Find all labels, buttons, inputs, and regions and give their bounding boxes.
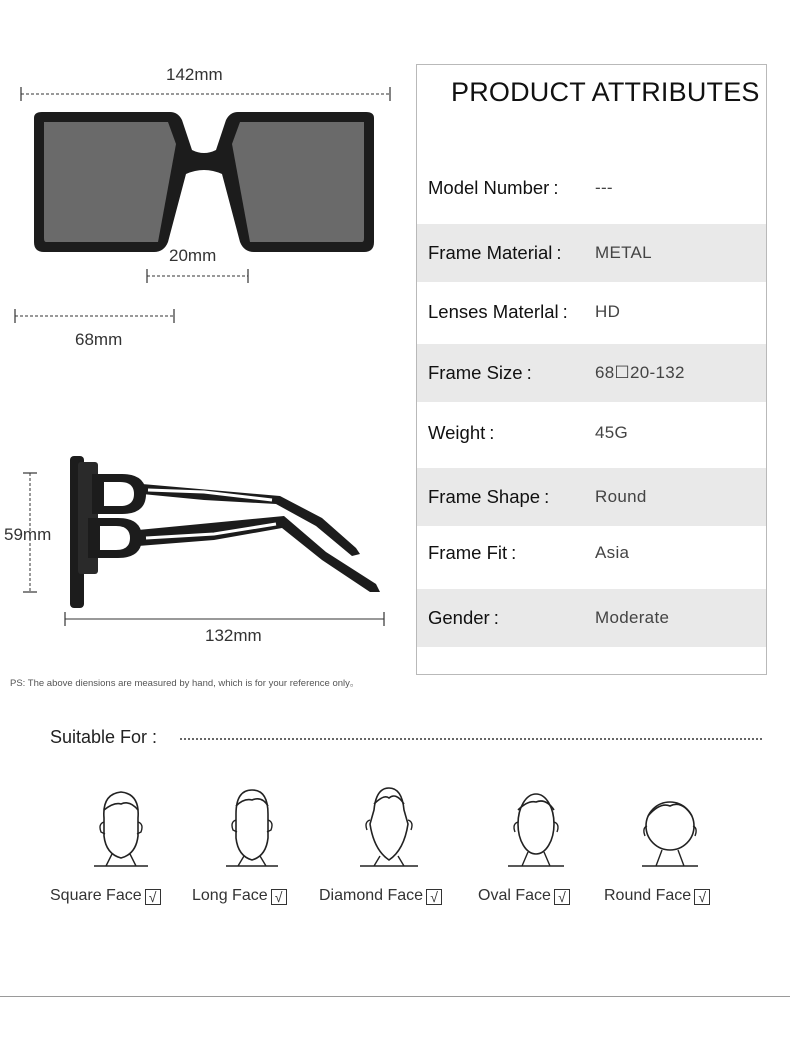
- attribute-key: Frame Shape: [428, 486, 541, 507]
- oval-face-icon: [504, 786, 568, 868]
- dimension-temple-length-line: [62, 611, 388, 627]
- attribute-row-model-number: [417, 159, 766, 217]
- checkbox-icon: √: [694, 889, 710, 905]
- attribute-key: Frame Material: [428, 242, 553, 263]
- attribute-key: Gender: [428, 607, 490, 628]
- attribute-row-frame-shape: [417, 468, 766, 526]
- attribute-row-frame-size: [417, 344, 766, 402]
- product-attributes-panel: [416, 64, 767, 675]
- attribute-row-weight: [417, 404, 766, 462]
- face-label-text: Long Face: [192, 887, 268, 904]
- face-label-long: [192, 887, 287, 905]
- attribute-value: 68☐20-132: [595, 363, 685, 382]
- attribute-sep: :: [556, 242, 562, 263]
- attribute-row-frame-fit: [417, 524, 766, 582]
- attribute-value: METAL: [595, 243, 652, 262]
- dimension-bridge-label: 20mm: [169, 246, 217, 265]
- dotted-divider: [180, 738, 762, 740]
- checkbox-icon: √: [271, 889, 287, 905]
- dimension-lens-height-label: 59mm: [4, 525, 52, 544]
- dimension-temple-length-label: 132mm: [205, 626, 262, 645]
- dimension-total-width-line: [18, 86, 394, 102]
- attributes-title: PRODUCT ATTRIBUTES: [451, 77, 760, 107]
- attribute-key: Lenses Materlal: [428, 301, 559, 322]
- face-label-round: [604, 887, 710, 905]
- attribute-row-lenses-material: [417, 283, 766, 341]
- face-label-diamond: [319, 887, 442, 905]
- diamond-face-icon: [356, 784, 422, 868]
- bottom-divider: [0, 996, 790, 997]
- attribute-value: Moderate: [595, 608, 670, 627]
- dimension-lens-width-line: [12, 308, 178, 324]
- attribute-row-frame-material: [417, 224, 766, 282]
- attribute-key: Frame Size: [428, 362, 523, 383]
- attribute-sep: :: [493, 607, 499, 628]
- attribute-value: HD: [595, 302, 621, 321]
- attribute-sep: :: [489, 422, 495, 443]
- attribute-value: 45G: [595, 423, 629, 442]
- face-label-text: Diamond Face: [319, 887, 424, 904]
- dimension-total-width-label: 142mm: [166, 65, 223, 84]
- checkbox-icon: √: [426, 889, 442, 905]
- face-label-text: Round Face: [604, 887, 692, 904]
- face-label-oval: [478, 887, 570, 905]
- attribute-sep: :: [562, 301, 568, 322]
- attribute-value: ---: [595, 178, 613, 197]
- round-face-icon: [638, 788, 702, 868]
- attribute-sep: :: [526, 362, 532, 383]
- dimension-lens-width-label: 68mm: [75, 330, 123, 349]
- face-label-text: Oval Face: [478, 887, 551, 904]
- suitable-for-label: Suitable For :: [50, 727, 158, 747]
- attribute-row-gender: [417, 589, 766, 647]
- long-face-icon: [222, 786, 282, 868]
- measurement-note: PS: The above diensions are measured by hand, which is for your reference only。: [10, 678, 360, 689]
- attribute-value: Asia: [595, 543, 630, 562]
- attribute-key: Weight: [428, 422, 486, 443]
- attribute-key: Model Number: [428, 177, 550, 198]
- face-label-square: [50, 887, 161, 905]
- glasses-side-view-image: [64, 452, 384, 612]
- dimension-bridge-line: [144, 268, 252, 284]
- attribute-sep: :: [544, 486, 550, 507]
- face-label-text: Square Face: [50, 887, 142, 904]
- attribute-key: Frame Fit: [428, 542, 508, 563]
- attribute-sep: :: [553, 177, 559, 198]
- attribute-value: Round: [595, 487, 647, 506]
- checkbox-icon: √: [145, 889, 161, 905]
- checkbox-icon: √: [554, 889, 570, 905]
- square-face-icon: [90, 788, 152, 868]
- glasses-front-view-image: [28, 108, 380, 258]
- attribute-sep: :: [511, 542, 517, 563]
